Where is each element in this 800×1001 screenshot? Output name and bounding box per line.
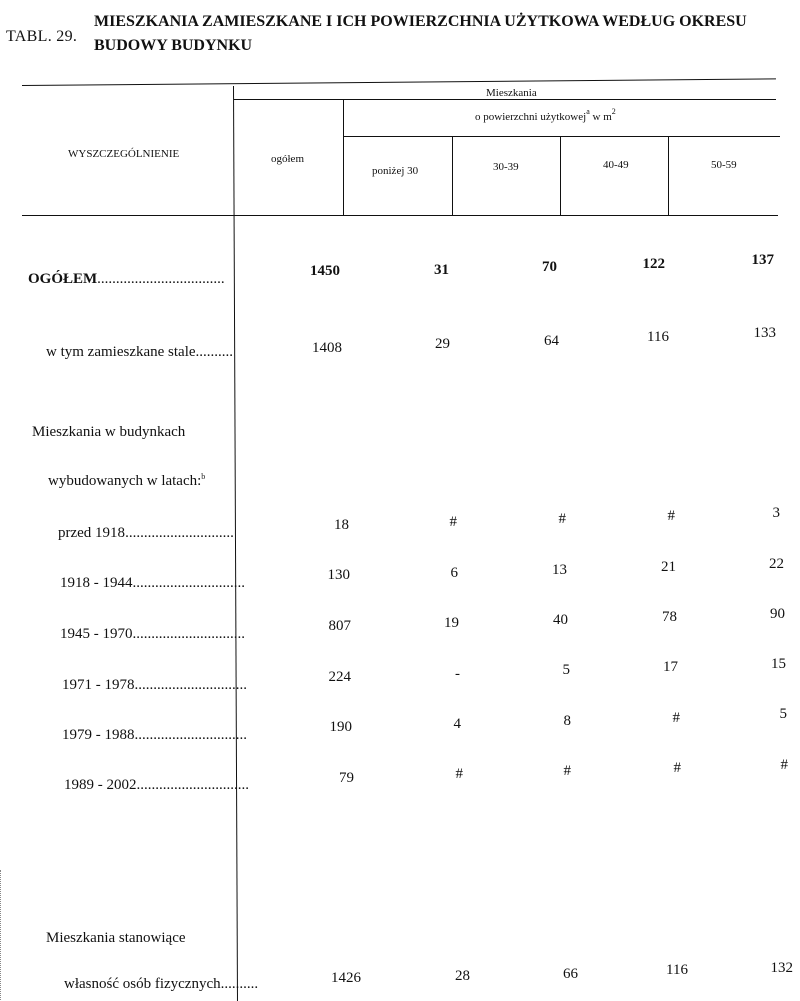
group-rule xyxy=(234,99,776,100)
header-col-2: 30-39 xyxy=(493,161,519,173)
section-ownership-line1: Mieszkania stanowiące xyxy=(46,930,186,946)
table-number: TABL. 29. xyxy=(6,28,78,45)
top-rule xyxy=(22,78,776,86)
row-y1918-label: 1918 - 1944.............................. xyxy=(60,575,245,591)
col-divider-4 xyxy=(668,136,669,216)
row-wlasnosc-c4: 132 xyxy=(770,960,793,976)
row-ogolem-total: 1450 xyxy=(310,263,340,279)
row-y1971-c2: 5 xyxy=(562,662,570,678)
row-y1979-c1: 4 xyxy=(453,716,461,732)
row-y1945-c2: 40 xyxy=(553,612,568,628)
row-wlasnosc-c3: 116 xyxy=(666,962,688,978)
row-stale-c1: 29 xyxy=(435,336,450,352)
row-y1989-c4: # xyxy=(780,757,788,773)
section-built-years-line2: wybudowanych w latach:$^b$ xyxy=(48,472,206,489)
header-col-total: ogółem xyxy=(271,153,304,165)
table-title xyxy=(94,12,747,56)
row-p1918-total: 18 xyxy=(334,517,349,533)
row-y1979-label: 1979 - 1988.............................. xyxy=(62,727,247,743)
row-stale-c4: 133 xyxy=(753,325,776,341)
row-y1971-total: 224 xyxy=(328,669,351,685)
row-wlasnosc-c1: 28 xyxy=(455,968,470,984)
row-y1918-c2: 13 xyxy=(552,562,567,578)
row-y1979-c4: 5 xyxy=(779,706,787,722)
row-p1918-c4: 3 xyxy=(772,505,780,521)
scan-edge-marks xyxy=(0,870,3,1000)
col-divider-3 xyxy=(560,136,561,216)
row-stale-total: 1408 xyxy=(312,340,342,356)
row-y1971-c1: - xyxy=(455,666,460,682)
row-y1971-label: 1971 - 1978.............................. xyxy=(62,677,247,693)
stub-divider xyxy=(233,86,238,1001)
header-bottom-rule xyxy=(22,215,778,216)
header-col-1: poniżej 30 xyxy=(372,165,419,177)
row-y1918-total: 130 xyxy=(327,567,350,583)
row-ogolem-label: OGÓŁEM.................................. xyxy=(28,271,225,287)
row-p1918-label: przed 1918............................. xyxy=(58,525,234,541)
row-y1979-c3: # xyxy=(672,710,680,726)
row-y1989-c2: # xyxy=(563,763,571,779)
row-y1918-c1: 6 xyxy=(450,565,458,581)
table-title-line1: MIESZKANIA ZAMIESZKANE I ICH POWIERZCHNIA UŻYTKOWA WEDŁUG OKRESU xyxy=(94,13,747,30)
row-y1945-c4: 90 xyxy=(770,606,785,622)
row-y1989-label: 1989 - 2002.............................. xyxy=(64,777,249,793)
row-wlasnosc-label: własność osób fizycznych.......... xyxy=(64,976,259,992)
row-ogolem-c1: 31 xyxy=(434,262,449,278)
row-p1918-c1: # xyxy=(449,514,457,530)
row-y1979-total: 190 xyxy=(329,719,352,735)
row-p1918-c2: # xyxy=(558,511,566,527)
header-stub: WYSZCZEGÓLNIENIE xyxy=(68,148,180,160)
col-divider-2 xyxy=(452,136,453,216)
row-y1989-c1: # xyxy=(455,766,463,782)
row-ogolem-c3: 122 xyxy=(642,256,665,272)
row-wlasnosc-total: 1426 xyxy=(331,970,361,986)
row-y1945-c3: 78 xyxy=(662,609,677,625)
subgroup-rule xyxy=(344,136,780,137)
table-title-line2: BUDOWY BUDYNKU xyxy=(94,37,253,54)
row-y1918-c4: 22 xyxy=(769,556,784,572)
row-stale-label: w tym zamieszkane stale.......... xyxy=(46,344,234,360)
row-wlasnosc-c2: 66 xyxy=(563,966,578,982)
row-y1971-c3: 17 xyxy=(663,659,678,675)
header-group: Mieszkania xyxy=(486,87,537,99)
header-subgroup: o powierzchni użytkowej$^a$ w $m^2$ xyxy=(475,107,616,123)
row-y1989-total: 79 xyxy=(339,770,354,786)
header-col-3: 40-49 xyxy=(603,159,629,171)
row-y1989-c3: # xyxy=(673,760,681,776)
row-p1918-c3: # xyxy=(667,508,675,524)
row-y1971-c4: 15 xyxy=(771,656,786,672)
row-ogolem-c2: 70 xyxy=(542,259,557,275)
header-col-4: 50-59 xyxy=(711,159,737,171)
row-y1945-total: 807 xyxy=(328,618,351,634)
row-stale-c2: 64 xyxy=(544,333,559,349)
row-y1945-c1: 19 xyxy=(444,615,459,631)
row-y1918-c3: 21 xyxy=(661,559,676,575)
row-y1945-label: 1945 - 1970.............................. xyxy=(60,626,245,642)
row-stale-c3: 116 xyxy=(647,329,669,345)
row-ogolem-c4: 137 xyxy=(751,252,774,268)
col-divider-1 xyxy=(343,99,344,216)
row-y1979-c2: 8 xyxy=(563,713,571,729)
section-built-years-line1: Mieszkania w budynkach xyxy=(32,424,186,440)
